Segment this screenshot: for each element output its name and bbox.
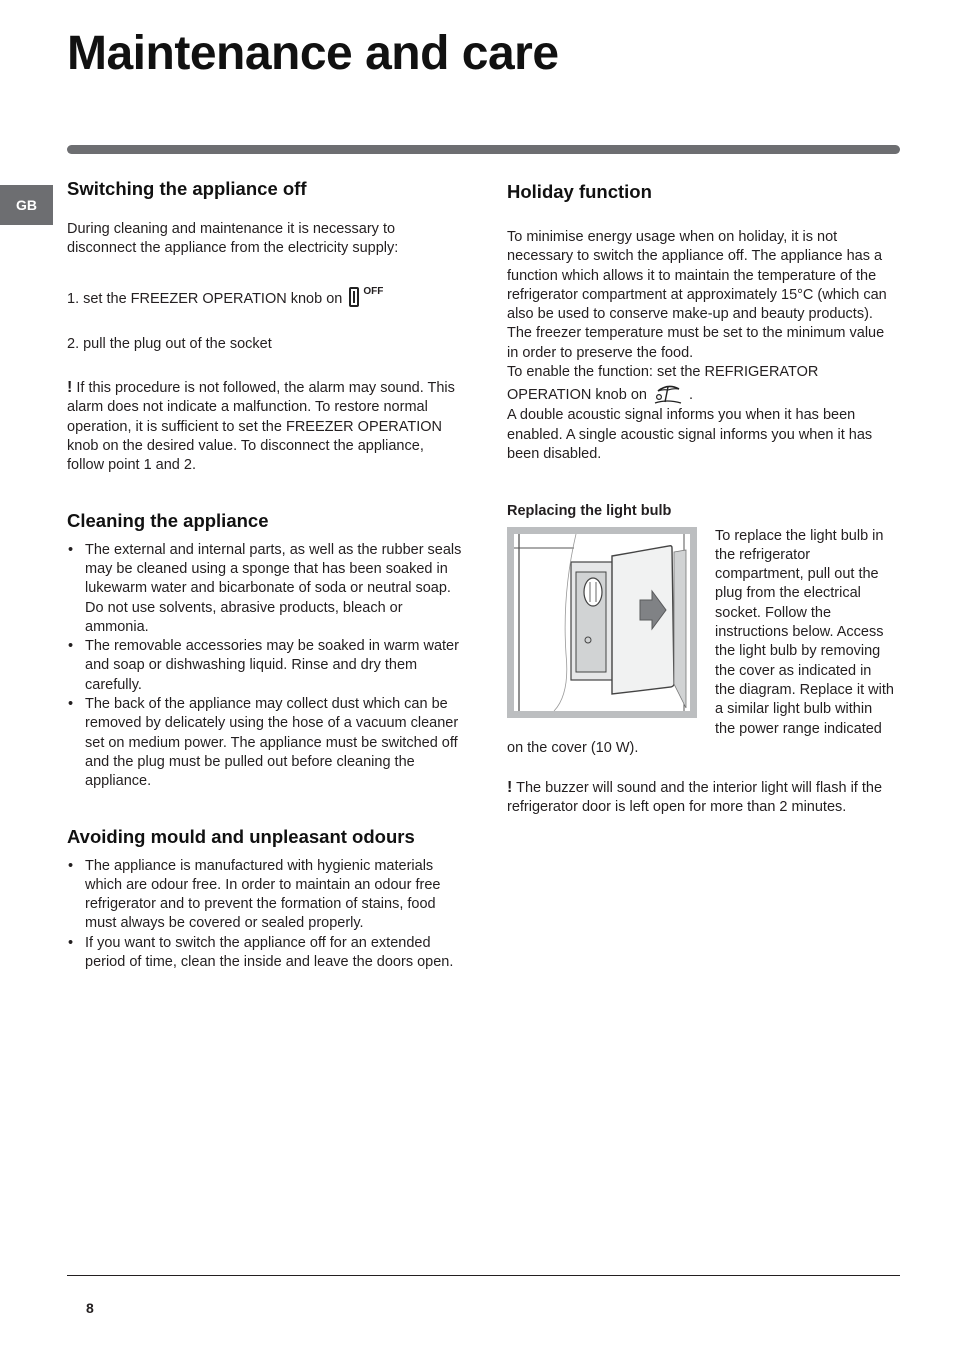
switching-step-2: 2. pull the plug out of the socket [67,335,272,352]
list-item: • The external and internal parts, as well as the rubber seals may be cleaned using a sponge that has been soaked in lukewarm water and bicarbonate of soda or neutral soap. Do not use solvents, abrasive products, bleach or ammonia. [67,541,463,637]
list-item: • The removable accessories may be soaked in warm water and soap or dishwashing liquid. Rinse and dry them carefully. [67,637,463,695]
holiday-enable: To enable the function: set the REFRIGERATOR OPERATION knob on . [507,363,895,406]
cleaning-heading: Cleaning the appliance [67,509,269,531]
bulb-text: To replace the light bulb in the refrigerator compartment, pull out the plug from the electrical socket. Follow the instructions below. Access the light bulb by removing the cover as indicated in the diagram. Replace it with a similar light bulb within the power range indicated on the cover (10 W). [507,527,894,756]
holiday-signal: A double acoustic signal informs you when it has been enabled. A single acoustic signal informs you when it has been disabled. [507,407,873,462]
right-column [507,176,895,818]
list-item: • The appliance is manufactured with hygienic materials which are odour free. In order to maintain an odour free refrigerator and to prevent the formation of stains, food must always be covered or sealed properly. [67,857,463,934]
header-divider [67,145,900,154]
bulb-section [507,527,895,759]
switching-heading: Switching the appliance off [67,178,307,199]
switching-intro: During cleaning and maintenance it is necessary to disconnect the appliance from the electricity supply: [67,221,399,257]
mould-list [67,857,463,973]
bulb-warning: ! The buzzer will sound and the interior light will flash if the refrigerator door is left open for more than 2 minutes. [507,779,883,816]
holiday-heading: Holiday function [507,181,652,202]
holiday-body: To minimise energy usage when on holiday, it is not necessary to switch the appliance off. The appliance has a function which allows it to maintain the temperature of the refrigerator compartment at approximately 15°C (which can also be used to conserve make-up and beauty products). The freezer temperature must be set to the minimum value in order to preserve the food. [507,229,887,361]
mould-heading: Avoiding mould and unpleasant odours [67,825,415,847]
page-number: 8 [86,1300,94,1316]
warning-mark: ! [67,379,73,397]
off-knob-icon: OFF [349,287,383,307]
language-tab: GB [0,185,53,225]
warning-mark: ! [507,779,513,797]
holiday-umbrella-icon [653,382,683,406]
light-bulb-diagram [507,527,697,718]
left-column [67,176,463,972]
list-item: • The back of the appliance may collect dust which can be removed by delicately using the hose of a vacuum cleaner set on medium power. The appliance must be switched off and the plug must be pulled out before cleaning the appliance. [67,695,463,791]
bulb-heading: Replacing the light bulb [507,503,672,520]
page-title: Maintenance and care [67,27,559,80]
switching-warning: ! If this procedure is not followed, the alarm may sound. This alarm does not indicate a malfunction. To restore normal operation, it is sufficient to set the FREEZER OPERATION knob on the desired value. To disconnect the appliance, follow point 1 and 2. [67,379,455,474]
switching-step-1: 1. set the FREEZER OPERATION knob on OFF [67,285,384,307]
footer-divider [67,1275,900,1276]
cleaning-list [67,541,463,792]
list-item: • If you want to switch the appliance off for an extended period of time, clean the inside and leave the doors open. [67,934,463,973]
light-bulb-cover-diagram-icon [514,534,690,711]
